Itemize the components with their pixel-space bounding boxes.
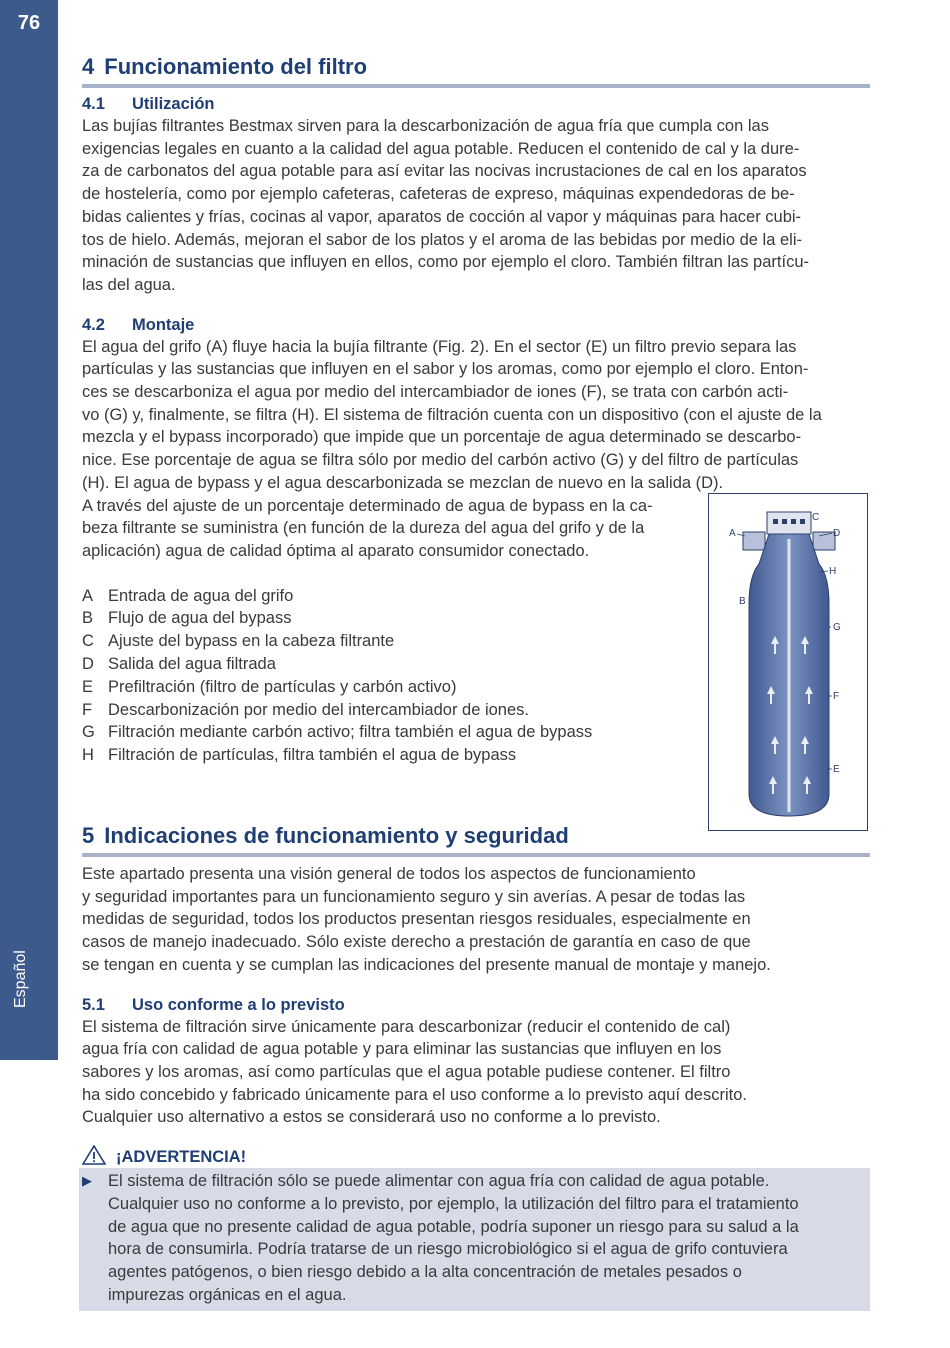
legend-text: Salida del agua filtrada (108, 655, 276, 674)
figure-letter: A (729, 528, 736, 539)
paragraph-line: ces se descarboniza el agua por medio del intercambiador de iones (F), se trata con carbón acti- (82, 383, 789, 402)
legend-key: C (82, 632, 94, 651)
section-5-1-number: 5.1 (82, 995, 105, 1014)
filter-cartridge-figure (708, 493, 868, 831)
section-4-2-number: 4.2 (82, 315, 105, 334)
paragraph-line: beza filtrante se suministra (en función de la dureza del agua del grifo y de la (82, 519, 645, 538)
figure-letter: C (812, 512, 820, 523)
paragraph-line: casos de manejo inadecuado. Sólo existe derecho a prestación de garantía en caso de que (82, 933, 751, 952)
paragraph-line: de hostelería, como por ejemplo cafeteras, cafeteras de expreso, máquinas expendedoras de be- (82, 185, 795, 204)
legend-text: Filtración mediante carbón activo; filtra también el agua de bypass (108, 723, 593, 742)
paragraph-line: minación de sustancias que influyen en ellos, como por ejemplo el cloro. También filtran las partícu- (82, 253, 809, 272)
paragraph-line: bidas calientes y frías, cocinas al vapor, aparatos de cocción al vapor y máquinas para hacer cubi- (82, 207, 802, 226)
paragraph-line: partículas y las sustancias que influyen en el sabor y los aromas, como por ejemplo el cloro. Enton- (82, 360, 809, 379)
paragraph-line: aplicación) agua de calidad óptima al aparato consumidor conectado. (82, 541, 590, 560)
paragraph-line: se tengan en cuenta y se cumplan las indicaciones del presente manual de montaje y manejo. (82, 955, 771, 974)
section-5-number: 5 (82, 823, 95, 849)
paragraph-line: Cualquier uso alternativo a estos se considerará uso no conforme a lo previsto. (82, 1108, 661, 1127)
paragraph-line: El agua del grifo (A) fluye hacia la bujía filtrante (Fig. 2). En el sector (E) un filtro previo separa las (82, 337, 797, 356)
section-5-1-heading (82, 995, 870, 1016)
figure-letter: E (833, 764, 840, 775)
legend-key: G (82, 723, 95, 742)
legend-key: B (82, 609, 94, 628)
paragraph-line: El sistema de filtración sólo se puede alimentar con agua fría con calidad de agua potable. (108, 1172, 770, 1191)
warning-title: ¡ADVERTENCIA! (116, 1148, 247, 1167)
paragraph-line: sabores y los aromas, así como partículas que el agua potable pudiese contener. El filtro (82, 1062, 731, 1081)
paragraph-line: agentes patógenos, o bien riesgo debido a la alta concentración de metales pesados o (108, 1263, 742, 1282)
page-number: 76 (17, 12, 41, 34)
bullet-arrow-icon: ▶ (82, 1173, 92, 1189)
paragraph-line: vo (G) y, finalmente, se filtra (H). El sistema de filtración cuenta con un dispositivo (con el ajuste de la (82, 405, 822, 424)
paragraph-line: agua fría con calidad de agua potable y para eliminar las sustancias que influyen en los (82, 1040, 722, 1059)
paragraph-line: A través del ajuste de un porcentaje determinado de agua de bypass en la ca- (82, 496, 653, 515)
paragraph-line: Cualquier uso no conforme a lo previsto, por ejemplo, la utilización del filtro para el tratamiento (108, 1194, 799, 1213)
paragraph-line: exigencias legales en cuanto a la calidad del agua potable. Reducen el contenido de cal y la dure- (82, 139, 800, 158)
paragraph-line: El sistema de filtración sirve únicamente para descarbonizar (reducir el contenido de cal) (82, 1017, 731, 1036)
paragraph-line: mezcla y el bypass incorporado) que impide que un porcentaje de agua determinado se descarbo- (82, 428, 802, 447)
legend-text: Flujo de agua del bypass (108, 609, 292, 628)
section-4-1-number: 4.1 (82, 95, 105, 113)
section-5-intro (82, 863, 870, 977)
paragraph-line: y seguridad importantes para un funcionamiento seguro y sin averías. A pesar de todas las (82, 887, 746, 906)
legend-key: D (82, 655, 94, 674)
filter-cartridge-illustration (709, 494, 867, 830)
legend-text: Descarbonización por medio del intercambiador de iones. (108, 700, 529, 719)
language-sidebar (0, 0, 58, 1060)
figure-letter: H (829, 566, 837, 577)
section-4-1-body (82, 115, 870, 297)
section-4-number: 4 (82, 54, 95, 79)
section-4-2-heading (82, 315, 870, 336)
paragraph-line: las del agua. (82, 275, 176, 294)
warning-triangle-icon (82, 1145, 106, 1165)
section-4-2-title: Montaje (132, 315, 195, 334)
legend-key: E (82, 677, 94, 696)
paragraph-line: Este apartado presenta una visión general de todos los aspectos de funcionamiento (82, 865, 696, 884)
section-5-1-title: Uso conforme a lo previsto (132, 995, 345, 1014)
section-5-title: Indicaciones de funcionamiento y seguridad (104, 823, 569, 849)
figure-letter: B (739, 596, 746, 607)
legend-key: H (82, 746, 94, 765)
paragraph-line: za de carbonatos del agua potable para así evitar las nocivas incrustaciones de cal en los aparatos (82, 162, 807, 181)
section-4-heading (82, 54, 870, 88)
section-5-1-body (82, 1016, 870, 1130)
legend-text: Filtración de partículas, filtra también el agua de bypass (108, 746, 517, 765)
paragraph-line: ha sido concebido y fabricado únicamente para el uso conforme a lo previsto aquí descrito. (82, 1085, 747, 1104)
figure-letter: F (833, 691, 840, 702)
warning-text (108, 1170, 799, 1307)
paragraph-line: (H). El agua de bypass y el agua descarbonizada se mezclan de nuevo en la salida (D). (82, 473, 724, 492)
legend-key: A (82, 586, 94, 605)
legend-key: F (82, 700, 93, 719)
section-4-1-title: Utilización (132, 95, 215, 113)
language-tab-label: Español (12, 950, 29, 1008)
paragraph-line: de agua que no presente calidad de agua potable, podría suponer un riesgo para su salud a la (108, 1217, 799, 1236)
paragraph-line: tos de hielo. Además, mejoran el sabor de los platos y el aroma de las bebidas por medio de la eli- (82, 230, 802, 249)
paragraph-line: impurezas orgánicas en el agua. (108, 1286, 347, 1305)
legend-text: Entrada de agua del grifo (108, 586, 294, 605)
legend-text: Ajuste del bypass en la cabeza filtrante (108, 632, 395, 651)
paragraph-line: Las bujías filtrantes Bestmax sirven para la descarbonización de agua fría que cumpla con las (82, 117, 769, 135)
warning-row (82, 1170, 860, 1307)
paragraph-line: hora de consumirla. Podría tratarse de un riesgo microbiológico si el agua de grifo contuviera (108, 1240, 788, 1259)
paragraph-line: medidas de seguridad, todos los productos presentan riesgos residuales, especialmente en (82, 910, 751, 929)
figure-letter: G (833, 622, 841, 633)
section-4-1-heading (82, 94, 870, 115)
paragraph-line: nice. Ese porcentaje de agua se filtra sólo por medio del carbón activo (G) y del filtro de partículas (82, 451, 799, 470)
legend-text: Prefiltración (filtro de partículas y carbón activo) (108, 677, 457, 696)
warning-heading (82, 1145, 870, 1168)
warning-box (79, 1168, 870, 1311)
section-4-title: Funcionamiento del filtro (104, 54, 368, 79)
figure-letter: D (833, 528, 841, 539)
